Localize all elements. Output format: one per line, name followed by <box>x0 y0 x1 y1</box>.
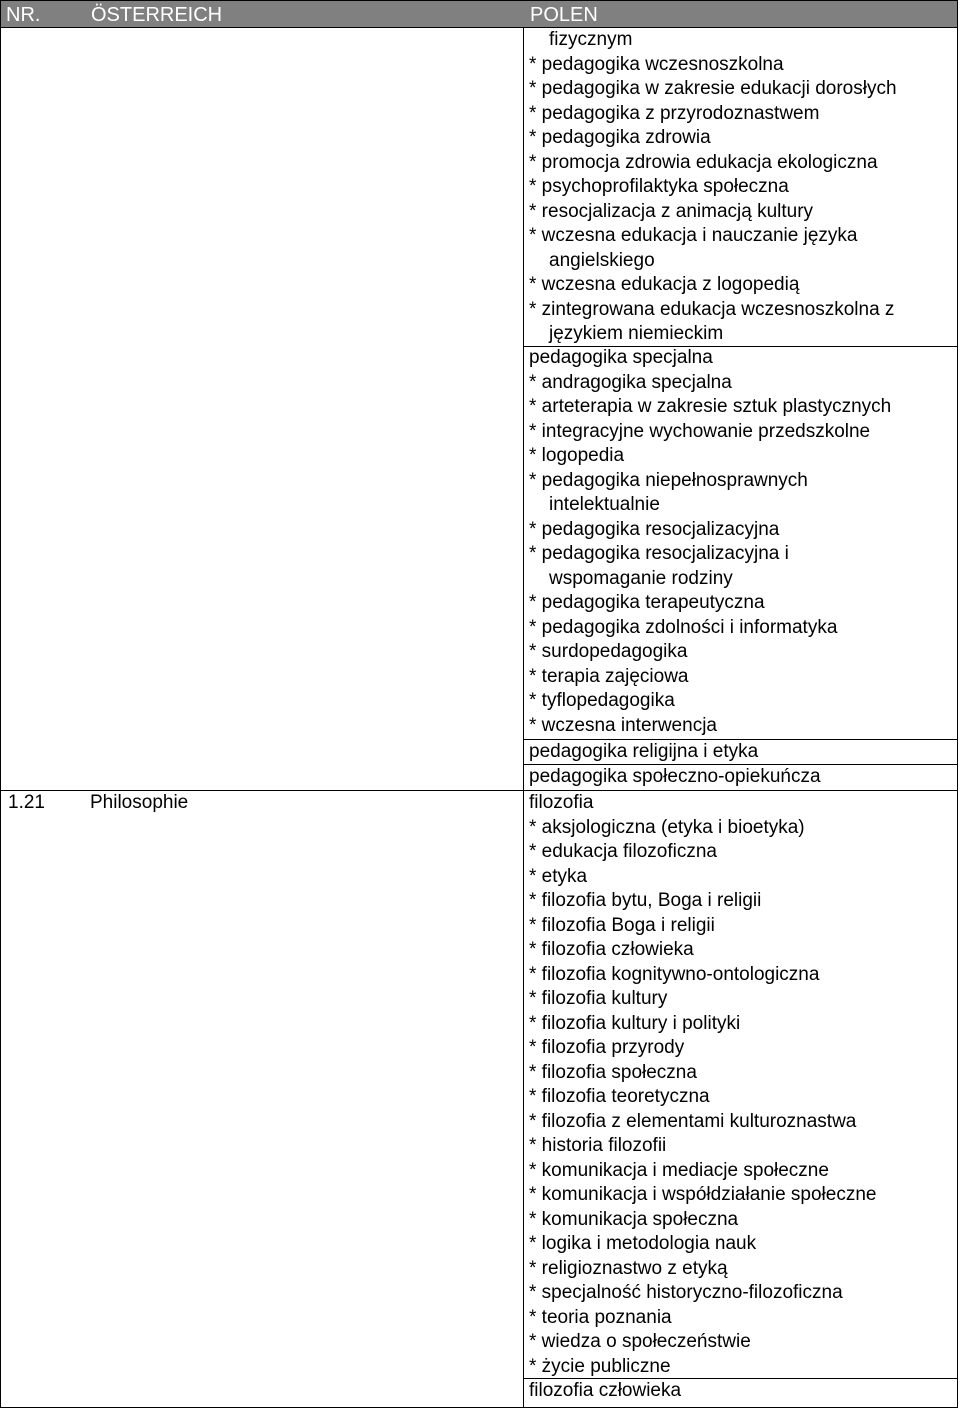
text-line: * filozofia człowieka <box>529 939 694 960</box>
text-line: pedagogika religijna i etyka <box>529 741 759 762</box>
text-line: filozofia człowieka <box>529 1380 682 1401</box>
text-line: angielskiego <box>549 249 655 271</box>
text-line: * filozofia przyrody <box>529 1037 685 1058</box>
cell-block-3 <box>529 740 957 765</box>
header-poland: POLEN <box>530 4 598 26</box>
text-line: językiem niemieckim <box>549 323 724 344</box>
text-line: * filozofia kultury i polityki <box>529 1012 741 1034</box>
header-austria: ÖSTERREICH <box>91 4 223 26</box>
text-line: * resocjalizacja z animacją kultury <box>529 200 814 222</box>
text-line: * specjalność historyczno-filozoficzna <box>529 1282 843 1303</box>
text-line: * surdopedagogika <box>529 641 688 662</box>
text-line: * filozofia bytu, Boga i religii <box>529 890 762 911</box>
cell-block-6 <box>529 1379 957 1404</box>
text-line: * wczesna edukacja z logopedią <box>529 274 800 295</box>
text-line: * pedagogika terapeutyczna <box>529 592 765 613</box>
text-line: * teoria poznania <box>529 1306 672 1328</box>
text-line: * promocja zdrowia edukacja ekologiczna <box>529 151 878 173</box>
cell-block-4 <box>529 765 957 790</box>
text-line: * logika i metodologia nauk <box>529 1233 757 1254</box>
text-line: * zintegrowana edukacja wczesnoszkolna z <box>529 298 895 320</box>
table-border-bottom <box>0 1407 958 1408</box>
text-line: * logopedia <box>529 445 625 466</box>
table-header <box>0 0 958 28</box>
text-line: * filozofia z elementami kulturoznastwa <box>529 1110 857 1132</box>
text-line: * religioznastwo z etyką <box>529 1257 728 1279</box>
text-line: pedagogika społeczno-opiekuńcza <box>529 766 821 787</box>
text-line: * wczesna interwencja <box>529 714 717 736</box>
text-line: * integracyjne wychowanie przedszkolne <box>529 420 871 442</box>
text-line: * filozofia społeczna <box>529 1061 697 1083</box>
text-line: * filozofia Boga i religii <box>529 914 715 936</box>
text-line: pedagogika specjalna <box>529 347 713 368</box>
text-line: * aksjologiczna (etyka i bioetyka) <box>529 816 805 838</box>
text-line: * pedagogika zdrowia <box>529 127 711 148</box>
text-line: * pedagogika wczesnoszkolna <box>529 53 784 75</box>
table-border-left <box>0 0 1 1408</box>
text-line: * wczesna edukacja i nauczanie języka <box>529 225 858 246</box>
text-line: * komunikacja i współdziałanie społeczne <box>529 1184 877 1205</box>
cell-block-1 <box>529 28 957 347</box>
text-line: * życie publiczne <box>529 1355 671 1377</box>
text-line: * filozofia kognitywno-ontologiczna <box>529 963 820 985</box>
text-line: fizycznym <box>549 29 633 50</box>
text-line: * wiedza o społeczeństwie <box>529 1331 751 1352</box>
text-line: * komunikacja i mediacje społeczne <box>529 1159 829 1181</box>
text-line: wspomaganie rodziny <box>549 567 733 589</box>
text-line: * filozofia kultury <box>529 988 668 1009</box>
text-line: * pedagogika z przyrodoznastwem <box>529 102 820 124</box>
text-line: * arteterapia w zakresie sztuk plastycznych <box>529 396 892 417</box>
text-line: filozofia <box>529 792 594 813</box>
text-line: * etyka <box>529 865 588 887</box>
text-line: * edukacja filozoficzna <box>529 841 717 862</box>
text-line: * filozofia teoretyczna <box>529 1086 710 1107</box>
text-line: * pedagogika w zakresie edukacji dorosłych <box>529 78 897 99</box>
text-line: * historia filozofii <box>529 1135 667 1156</box>
text-line: * tyflopedagogika <box>529 690 675 711</box>
text-line: * andragogika specjalna <box>529 371 732 393</box>
table-border-right <box>957 0 958 1408</box>
text-line: * psychoprofilaktyka społeczna <box>529 176 789 197</box>
text-line: * pedagogika resocjalizacyjna i <box>529 543 789 564</box>
column-divider <box>523 28 524 1408</box>
text-line: intelektualnie <box>549 494 660 515</box>
text-line: * komunikacja społeczna <box>529 1208 739 1230</box>
header-nr: NR. <box>6 4 41 26</box>
text-line: * terapia zajęciowa <box>529 665 689 687</box>
row-number: 1.21 <box>8 792 45 813</box>
text-line: * pedagogika niepełnosprawnych <box>529 469 808 491</box>
text-line: * pedagogika zdolności i informatyka <box>529 616 838 638</box>
row-subject-austria: Philosophie <box>90 792 189 813</box>
cell-block-2 <box>529 346 957 738</box>
text-line: * pedagogika resocjalizacyjna <box>529 518 780 540</box>
cell-block-5 <box>529 791 957 1379</box>
